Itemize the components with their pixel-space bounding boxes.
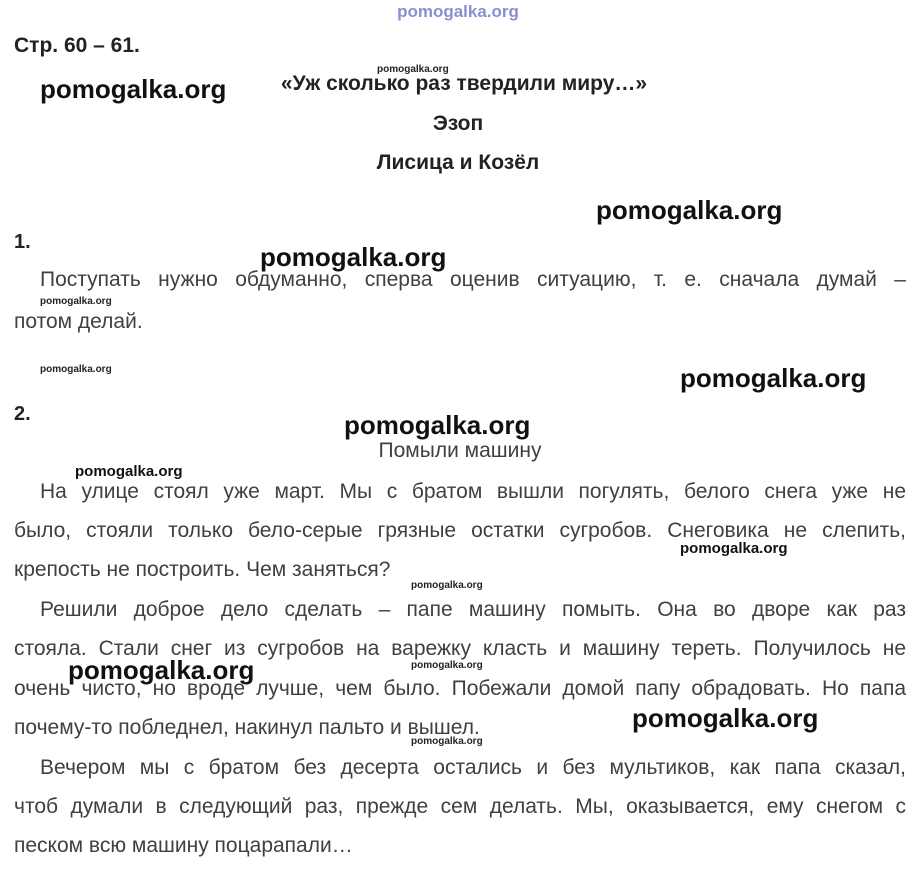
story-line: очень чисто, но вроде лучше, чем было. Побежали домой папу обрадовать. Но папа (14, 677, 906, 700)
watermark: pomogalka.org (411, 580, 483, 591)
watermark-top: pomogalka.org (397, 2, 519, 21)
task-1-line: потом делай. (14, 310, 143, 333)
watermark: pomogalka.org (632, 703, 819, 733)
author-name: Эзоп (432, 112, 484, 135)
task-1-number: 1. (14, 231, 31, 253)
watermark: pomogalka.org (411, 736, 483, 747)
work-title: Лисица и Козёл (376, 151, 540, 174)
watermark: pomogalka.org (260, 242, 447, 272)
watermark: pomogalka.org (75, 463, 183, 480)
task-2-number: 2. (14, 403, 31, 425)
watermark: pomogalka.org (40, 296, 112, 307)
story-line: На улице стоял уже март. Мы с братом вышли погулять, белого снега уже не (40, 480, 906, 503)
watermark: pomogalka.org (68, 655, 255, 685)
story-title: Помыли машину (378, 439, 542, 462)
page-reference: Стр. 60 – 61. (14, 34, 140, 57)
story-line: Вечером мы с братом без десерта остались и без мультиков, как папа сказал, (40, 756, 906, 779)
watermark: pomogalka.org (344, 410, 531, 440)
watermark: pomogalka.org (680, 540, 788, 557)
watermark: pomogalka.org (411, 660, 483, 671)
story-line: крепость не построить. Чем заняться? (14, 558, 391, 581)
watermark: pomogalka.org (680, 363, 867, 393)
story-line: почему-то побледнел, накинул пальто и вышел. (14, 716, 480, 739)
watermark: pomogalka.org (596, 195, 783, 225)
story-line: стояла. Стали снег из сугробов на варежку класть и машину тереть. Получилось не (14, 637, 906, 660)
watermark: pomogalka.org (40, 74, 227, 104)
task-1-line: Поступать нужно обдуманно, сперва оценив ситуацию, т. е. сначала думай – (40, 268, 906, 291)
story-line: было, стояли только бело-серые грязные остатки сугробов. Снеговика не слепить, (14, 519, 906, 542)
watermark: pomogalka.org (40, 364, 112, 375)
story-line: песком всю машину поцарапали… (14, 834, 353, 857)
section-title: «Уж сколько раз твердили миру…» (280, 72, 648, 95)
watermark: pomogalka.org (377, 64, 449, 75)
story-line: Решили доброе дело сделать – папе машину помыть. Она во дворе как раз (40, 598, 906, 621)
story-line: чтоб думали в следующий раз, прежде сем делать. Мы, оказывается, ему снегом с (14, 795, 906, 818)
